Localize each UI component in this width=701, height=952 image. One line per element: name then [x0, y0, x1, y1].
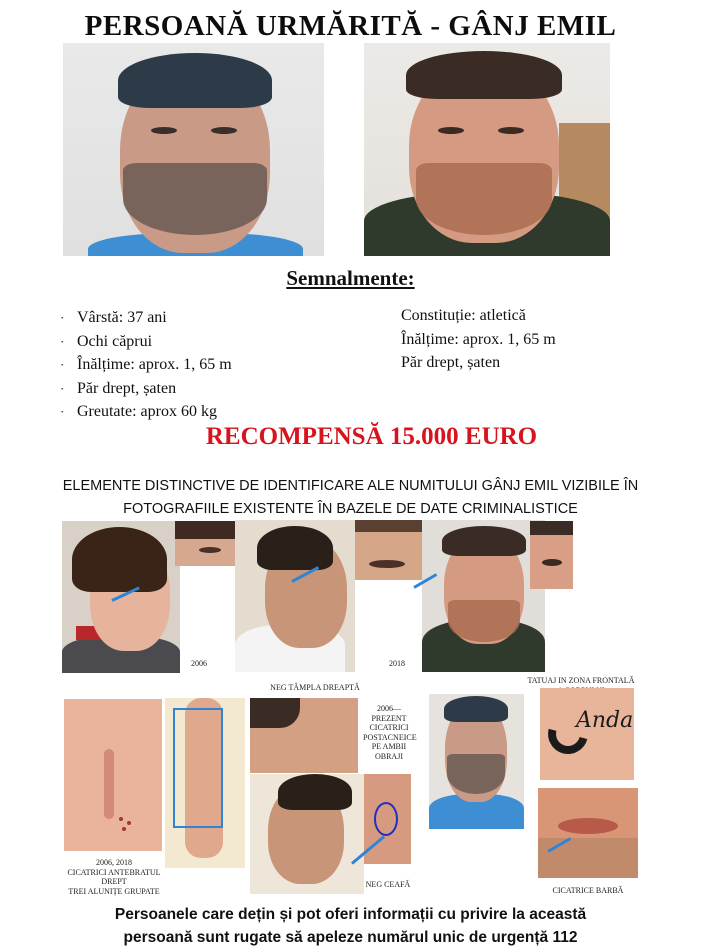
list-item: Constituție: atletică — [401, 307, 526, 324]
id-photo-cheek-profile-2 — [250, 774, 364, 894]
id-photo-chin — [538, 788, 638, 878]
caption-cicatrici-obraji: 2006—PREZENT CICATRICI POSTACNEICE PE AMBII OBRAJI — [363, 704, 417, 761]
caption-neg-tampla: NEG TÂMPLA DREAPTĂ — [270, 683, 360, 692]
description-list-left — [60, 306, 232, 424]
list-item: Păr drept, șaten — [401, 354, 501, 371]
caption-cicatrice-barba: CICATRICE BARBĂ — [552, 886, 624, 895]
id-photo-front-2 — [429, 694, 524, 829]
list-item: · Păr drept, șaten — [60, 379, 177, 397]
list-item: · Ochi căprui — [60, 332, 153, 350]
caption-antebrat: 2006, 2018 CICATRICI ANTEBRATUL DREPT TREI ALUNIȚE GRUPATE — [67, 858, 161, 896]
caption-2018: 2018 — [389, 659, 405, 668]
tattoo-lettering: Anda — [576, 708, 634, 733]
caption-neg-ceafa: NEG CEAFĂ — [365, 880, 411, 889]
main-photo-left — [63, 43, 324, 256]
caption-2006: 2006 — [191, 659, 207, 668]
id-photo-forearm-full — [165, 698, 245, 868]
id-photo-2018-front — [422, 520, 545, 672]
description-list-right — [401, 304, 556, 375]
reward-banner: RECOMPENSĂ 15.000 EURO — [205, 423, 538, 450]
list-item: Înălțime: aprox. 1, 65 m — [401, 330, 556, 348]
footer-notice: Persoanele care dețin și pot oferi informații cu privire la această persoană sunt rugate să apeleze numărul unic de urgență 112 — [114, 906, 587, 946]
id-photo-cheek-profile-1 — [250, 698, 358, 773]
page-title: PERSOANĂ URMĂRITĂ - GÂNJ EMIL — [84, 10, 617, 42]
id-photo-tattoo — [540, 688, 634, 780]
list-item: · Înălțime: aprox. 1, 65 m — [60, 356, 232, 373]
identification-heading: ELEMENTE DISTINCTIVE DE IDENTIFICARE ALE NUMITULUI GÂNJ EMIL VIZIBILE ÎN FOTOGRAFIILE EXISTENTE ÎN BAZELE DE DATE CRIMINALISTICE — [62, 478, 639, 517]
id-photo-temple-profile — [235, 520, 355, 672]
id-photo-2018-eye — [530, 521, 573, 589]
id-photo-forearm-scar — [64, 699, 162, 851]
main-photo-right — [364, 43, 610, 256]
description-heading: Semnalmente: — [286, 266, 415, 290]
list-item: · Greutate: aprox 60 kg — [60, 403, 217, 420]
id-photo-temple-closeup — [355, 520, 423, 580]
id-photo-neck — [364, 774, 411, 864]
caption-tatuaj: TATUAJ IN ZONA FRONTALĂ — [527, 676, 635, 685]
list-item: · Vârstă: 37 ani — [60, 309, 167, 326]
